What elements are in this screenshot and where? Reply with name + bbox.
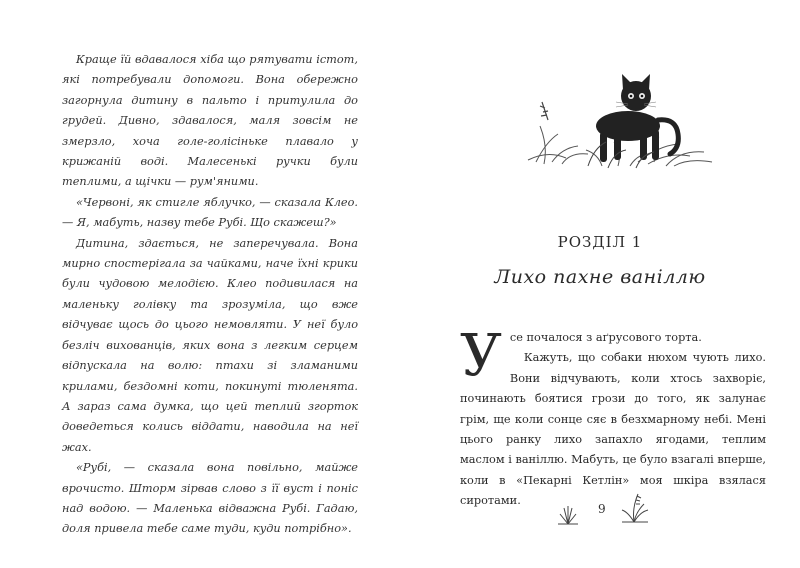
first-line-text: се почалося з аґрусового торта. [509, 331, 702, 344]
drop-cap: У [460, 321, 502, 389]
first-paragraph [460, 321, 766, 389]
paragraph: «Рубі, — сказала вона повільно, майже врочисто. Шторм зірвав слово з її вуст і поніс над водою. — Маленька відважна Рубі. Гадаю, доля привела тебе саме туди, куди потрібно». [62, 461, 358, 536]
left-page-text [62, 50, 358, 540]
paragraph: Краще їй вдавалося хіба що рятувати істот, які потребували допомоги. Вона обережно загорнула дитину в пальто і притулила до грудей. Дивно, здавалося, маля зовсім не змерзло, хоча голе-голісіньке плавало у крижаній воді. Малесенькі ручки були теплими, а щічки — рум'яними. [62, 53, 358, 189]
chapter-label: РОЗДІЛ 1 [557, 233, 643, 251]
grass-ornament-icon [618, 490, 652, 524]
page-footer [550, 496, 660, 528]
page-number: 9 [598, 502, 606, 516]
paragraph: Кажуть, що собаки нюхом чують лихо. Вони відчувають, коли хтось захворіє, починають боятися грози до того, як залунає грім, ще коли сонце сяє в безхмарному небі. Мені цього ранку лихо запахло ягодами, теплим маслом і ваніллю. Мабуть, це було взагалі вперше, коли в «Пекарні Кетлін» моя шкіра взялася сиротами. [460, 351, 766, 508]
paragraph: «Червоні, як стигле яблучко, — сказала Клео. — Я, мабуть, назву тебе Рубі. Що скажеш?» [62, 195, 358, 230]
grass-ornament-icon [556, 500, 580, 526]
black-cat-in-grass-illustration [518, 62, 718, 180]
paragraph: Дитина, здається, не заперечувала. Вона мирно спостерігала за чайками, наче їхні крики були чудовою мелодією. Клео подивилася на маленьку голівку та зрозуміла, що вже відчуває щось до цього немовляти. У неї було безліч вихованців, яких вона з легким серцем відпускала на волю: птахи зі зламаними крилами, бездомні коти, покинуті тюленята. А зараз сама думка, що цей теплий згорток доведеться колись віддати, наводила на неї жах. [62, 236, 358, 454]
chapter-body-text [460, 321, 766, 512]
right-page [400, 0, 800, 568]
chapter-title: Лихо пахне ваніллю [494, 266, 706, 288]
